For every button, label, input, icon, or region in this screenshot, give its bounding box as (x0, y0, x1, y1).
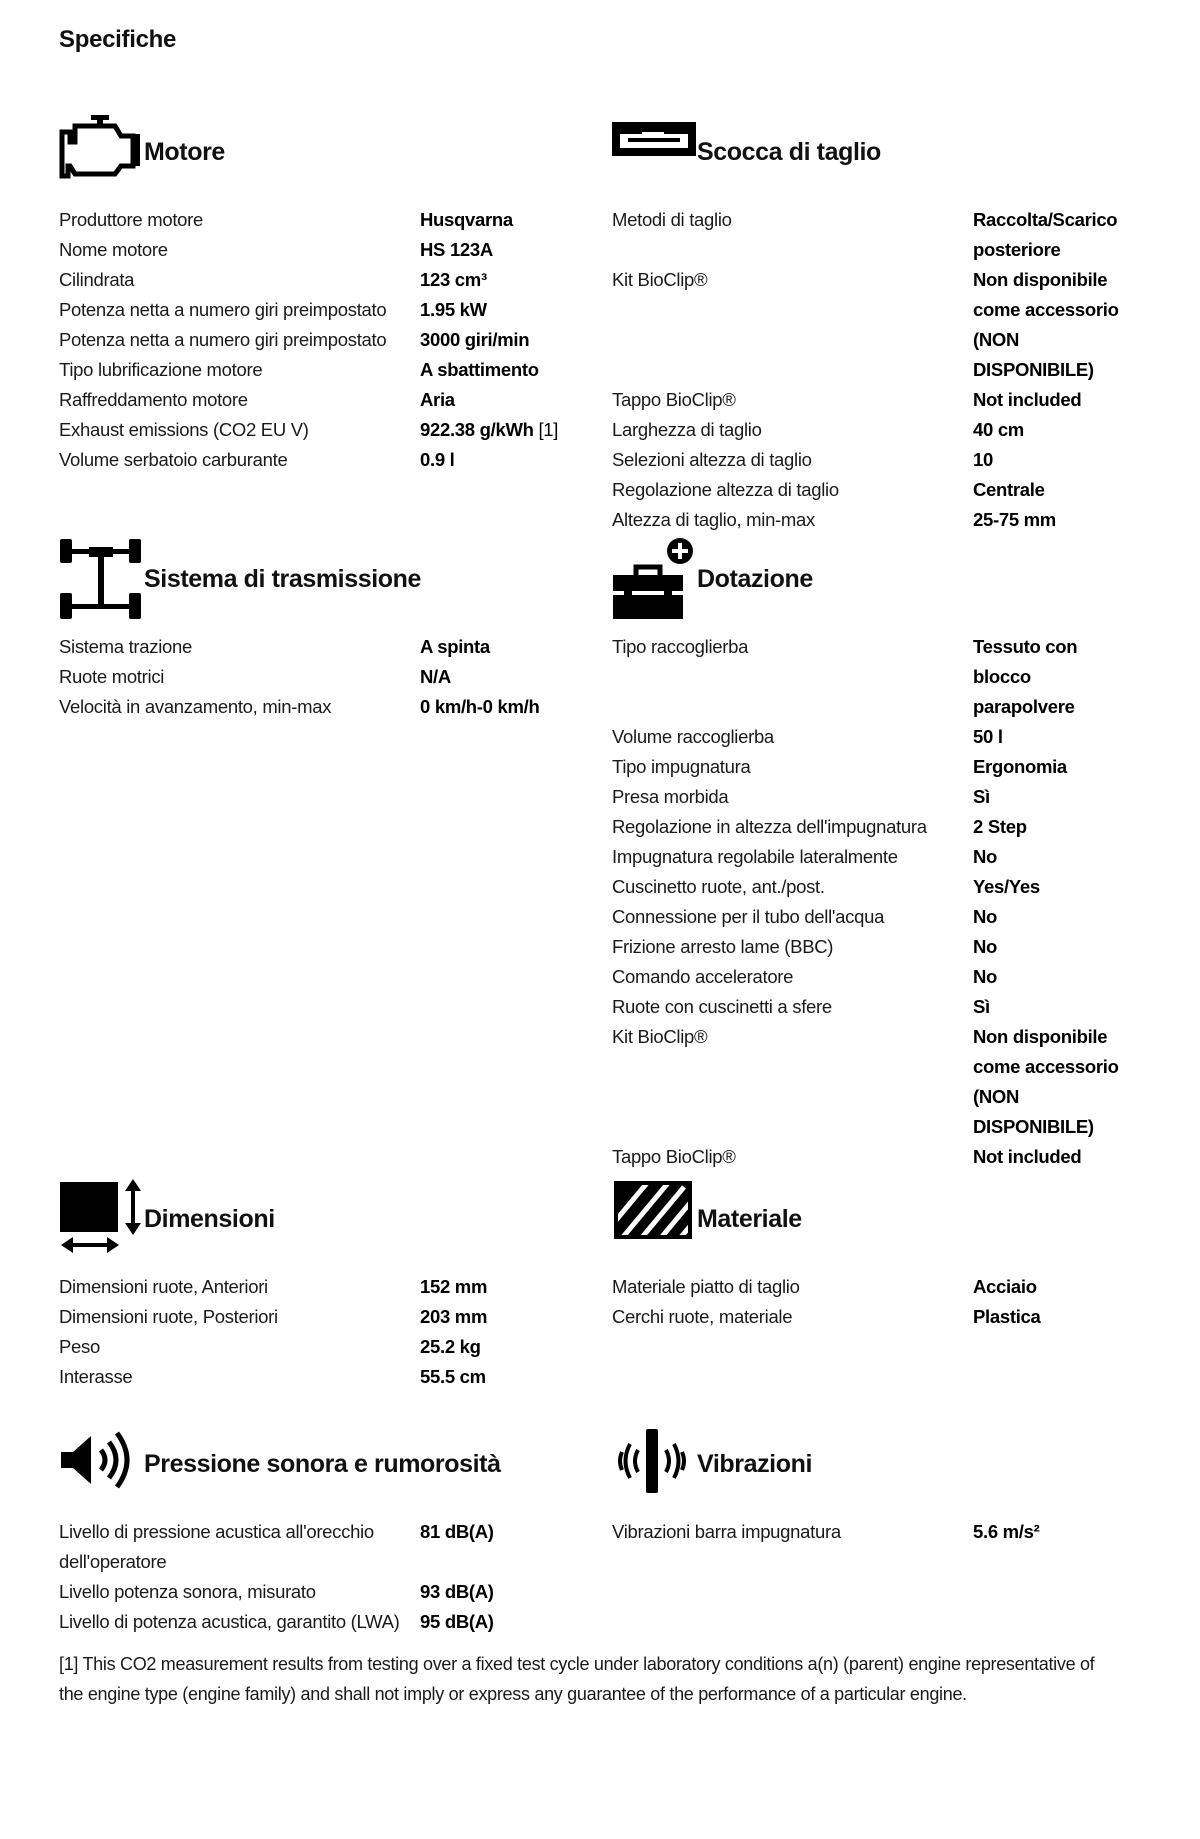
spec-row (612, 205, 1132, 265)
spec-value (420, 1517, 579, 1577)
spec-rows (612, 1517, 1132, 1547)
spec-value-text: Plastica (973, 1306, 1041, 1327)
spec-row (612, 265, 1132, 385)
spec-value-text: 25.2 kg (420, 1336, 481, 1357)
spec-value (420, 235, 579, 265)
spec-label: Metodi di taglio (612, 209, 732, 230)
spec-value-text: 1.95 kW (420, 299, 487, 320)
spec-label: Livello di potenza acustica, garantito (LWA) (59, 1611, 400, 1632)
footnote: [1] This CO2 measurement results from testing over a fixed test cycle under laboratory conditions a(n) (parent) engine representative of the engine type (engine family) and shall not imply or express any guarantee of the performance of a particular engine. (59, 1654, 1095, 1704)
spec-label: Connessione per il tubo dell'acqua (612, 906, 885, 927)
spec-value-text: 40 cm (973, 419, 1024, 440)
page-title: Specifiche (59, 26, 177, 53)
spec-value-text: 123 cm³ (420, 269, 487, 290)
spec-label: Larghezza di taglio (612, 419, 762, 440)
section-dotazione (612, 537, 1132, 1172)
spec-value (420, 265, 579, 295)
section-motore (59, 110, 579, 475)
spec-label: Sistema trazione (59, 636, 192, 657)
spec-value-text: 50 l (973, 726, 1003, 747)
spec-value-text: Non disponibile come accessorio (NON DISPONIBILE) (973, 269, 1119, 380)
spec-value-text: Yes/Yes (973, 876, 1040, 897)
spec-label: Nome motore (59, 239, 168, 260)
spec-value-text: N/A (420, 666, 451, 687)
spec-row (59, 385, 579, 415)
spec-label: Vibrazioni barra impugnatura (612, 1521, 841, 1542)
spec-row (59, 1332, 579, 1362)
spec-row (612, 752, 1132, 782)
spec-value (420, 1332, 579, 1362)
spec-value-text: 3000 giri/min (420, 329, 530, 350)
spec-value-text: 25-75 mm (973, 509, 1056, 530)
spec-label: Dimensioni ruote, Posteriori (59, 1306, 278, 1327)
spec-row (612, 505, 1132, 535)
spec-value-text: 152 mm (420, 1276, 488, 1297)
spec-label: Kit BioClip® (612, 1026, 708, 1047)
spec-value (973, 872, 1132, 902)
spec-label: Regolazione altezza di taglio (612, 479, 839, 500)
spec-row (59, 325, 579, 355)
spec-value (973, 992, 1132, 1022)
spec-row (612, 415, 1132, 445)
spec-label: Tipo raccoglierba (612, 636, 749, 657)
spec-label: Altezza di taglio, min-max (612, 509, 815, 530)
drivetrain-icon (59, 537, 143, 623)
spec-row (59, 662, 579, 692)
spec-label: Tipo impugnatura (612, 756, 751, 777)
spec-value (973, 505, 1132, 535)
section-title: Materiale (697, 1205, 802, 1233)
spec-value-text: A spinta (420, 636, 490, 657)
spec-value (420, 692, 579, 722)
spec-value (973, 632, 1132, 722)
spec-label: Ruote con cuscinetti a sfere (612, 996, 832, 1017)
spec-label: Impugnatura regolabile lateralmente (612, 846, 898, 867)
spec-label: Produttore motore (59, 209, 204, 230)
spec-value (420, 1272, 579, 1302)
spec-label: Selezioni altezza di taglio (612, 449, 812, 470)
spec-value (420, 1607, 579, 1637)
spec-value-text: 81 dB(A) (420, 1521, 494, 1542)
spec-value-text: 203 mm (420, 1306, 488, 1327)
spec-label: Tipo lubrificazione motore (59, 359, 263, 380)
spec-value (973, 415, 1132, 445)
spec-value-text: Husqvarna (420, 209, 513, 230)
section-scocca-di-taglio (612, 110, 1132, 535)
spec-row (612, 812, 1132, 842)
spec-row (59, 1302, 579, 1332)
spec-row (612, 872, 1132, 902)
spec-rows (59, 205, 579, 475)
spec-value (973, 752, 1132, 782)
spec-value-text: No (973, 846, 998, 867)
spec-value (973, 265, 1132, 385)
spec-rows (612, 632, 1132, 1172)
spec-row (612, 902, 1132, 932)
spec-row (612, 445, 1132, 475)
spec-value-text: Acciaio (973, 1276, 1037, 1297)
section-title: Scocca di taglio (697, 138, 881, 166)
spec-label: Tappo BioClip® (612, 1146, 736, 1167)
spec-label: Cerchi ruote, materiale (612, 1306, 793, 1327)
spec-label: Cuscinetto ruote, ant./post. (612, 876, 825, 897)
spec-value-text: Raccolta/Scarico posteriore (973, 209, 1118, 260)
spec-value-text: Ergonomia (973, 756, 1067, 777)
spec-label: Peso (59, 1336, 100, 1357)
spec-label: Frizione arresto lame (BBC) (612, 936, 834, 957)
section-title: Sistema di trasmissione (144, 565, 422, 593)
spec-value-text: Tessuto con blocco parapolvere (973, 636, 1078, 717)
spec-value-text: 55.5 cm (420, 1366, 486, 1387)
spec-row (612, 722, 1132, 752)
spec-value (973, 1022, 1132, 1142)
spec-label: Velocità in avanzamento, min-max (59, 696, 332, 717)
spec-label: Livello di pressione acustica all'orecchio dell'operatore (59, 1521, 374, 1572)
spec-row (59, 1517, 579, 1577)
spec-row (59, 355, 579, 385)
spec-row (612, 992, 1132, 1022)
cutting-deck-icon (612, 110, 696, 196)
spec-value-text: No (973, 936, 998, 957)
spec-value-text: 922.38 g/kWh (420, 419, 534, 440)
spec-row (59, 265, 579, 295)
section-title: Dimensioni (144, 1205, 275, 1233)
section-dimensioni (59, 1177, 579, 1392)
spec-value (973, 932, 1132, 962)
spec-row (59, 1577, 579, 1607)
spec-row (59, 1607, 579, 1637)
dimensions-icon (59, 1177, 143, 1263)
spec-value-text: 93 dB(A) (420, 1581, 494, 1602)
spec-row (612, 1517, 1132, 1547)
spec-value-text: 95 dB(A) (420, 1611, 494, 1632)
section-header (59, 110, 579, 196)
spec-row (612, 962, 1132, 992)
spec-value-text: No (973, 966, 998, 987)
spec-value (420, 1362, 579, 1392)
section-header (612, 1422, 1132, 1508)
spec-value (973, 842, 1132, 872)
spec-value (973, 205, 1132, 265)
spec-value-text: 0.9 l (420, 449, 455, 470)
spec-value (420, 662, 579, 692)
toolbox-plus-icon (612, 537, 696, 623)
spec-value (420, 415, 579, 445)
spec-row (612, 1142, 1132, 1172)
spec-value (420, 295, 579, 325)
spec-label: Materiale piatto di taglio (612, 1276, 800, 1297)
footnote-ref: [1] (533, 419, 559, 440)
spec-row (59, 235, 579, 265)
spec-row (59, 632, 579, 662)
spec-value (420, 385, 579, 415)
spec-value (973, 445, 1132, 475)
spec-value (420, 325, 579, 355)
spec-label: Volume serbatoio carburante (59, 449, 288, 470)
spec-value (420, 355, 579, 385)
spec-value-text: Aria (420, 389, 455, 410)
spec-value (973, 1272, 1132, 1302)
section-header (612, 110, 1132, 196)
engine-icon (59, 110, 143, 196)
spec-value (973, 722, 1132, 752)
spec-row (612, 385, 1132, 415)
spec-label: Potenza netta a numero giri preimpostato (59, 329, 387, 350)
spec-row (612, 475, 1132, 505)
spec-value (973, 782, 1132, 812)
spec-row (59, 1272, 579, 1302)
spec-label: Livello potenza sonora, misurato (59, 1581, 316, 1602)
section-header (612, 1177, 1132, 1263)
spec-value-text: Sì (973, 786, 990, 807)
section-pressione-sonora (59, 1422, 579, 1637)
section-title: Pressione sonora e rumorosità (144, 1450, 501, 1478)
spec-value (973, 475, 1132, 505)
spec-value-text: Non disponibile come accessorio (NON DISPONIBILE) (973, 1026, 1119, 1137)
spec-value-text: 2 Step (973, 816, 1027, 837)
spec-value-text: 5.6 m/s² (973, 1521, 1040, 1542)
spec-row (59, 415, 579, 445)
spec-row (59, 295, 579, 325)
spec-value (973, 385, 1132, 415)
spec-label: Dimensioni ruote, Anteriori (59, 1276, 268, 1297)
spec-row (612, 842, 1132, 872)
section-header (59, 1177, 579, 1263)
section-header (612, 537, 1132, 623)
spec-value (973, 962, 1132, 992)
material-icon (612, 1177, 696, 1263)
section-header (59, 1422, 579, 1508)
spec-value (973, 902, 1132, 932)
spec-row (612, 1302, 1132, 1332)
spec-label: Potenza netta a numero giri preimpostato (59, 299, 387, 320)
spec-value (973, 812, 1132, 842)
spec-value-text: Centrale (973, 479, 1045, 500)
spec-value (420, 1577, 579, 1607)
spec-rows (59, 1272, 579, 1392)
spec-row (59, 692, 579, 722)
spec-value-text: HS 123A (420, 239, 493, 260)
speaker-icon (59, 1422, 143, 1508)
spec-label: Regolazione in altezza dell'impugnatura (612, 816, 927, 837)
spec-value-text: A sbattimento (420, 359, 539, 380)
spec-value (420, 1302, 579, 1332)
spec-value (973, 1142, 1132, 1172)
section-header (59, 537, 579, 623)
spec-label: Cilindrata (59, 269, 135, 290)
spec-label: Raffreddamento motore (59, 389, 248, 410)
spec-value-text: 10 (973, 449, 993, 470)
spec-rows (59, 632, 579, 722)
spec-rows (612, 205, 1132, 535)
spec-value (420, 445, 579, 475)
section-vibrazioni (612, 1422, 1132, 1547)
spec-row (59, 445, 579, 475)
spec-rows (59, 1517, 579, 1637)
spec-row (612, 1272, 1132, 1302)
spec-label: Exhaust emissions (CO2 EU V) (59, 419, 309, 440)
spec-value (973, 1517, 1132, 1547)
spec-rows (612, 1272, 1132, 1332)
spec-value (973, 1302, 1132, 1332)
spec-value-text: No (973, 906, 998, 927)
spec-row (612, 1022, 1132, 1142)
spec-row (59, 205, 579, 235)
spec-row (612, 932, 1132, 962)
spec-label: Volume raccoglierba (612, 726, 774, 747)
section-materiale (612, 1177, 1132, 1332)
spec-label: Comando acceleratore (612, 966, 794, 987)
spec-value-text: Not included (973, 389, 1082, 410)
spec-value (420, 632, 579, 662)
spec-label: Interasse (59, 1366, 133, 1387)
spec-label: Tappo BioClip® (612, 389, 736, 410)
spec-label: Ruote motrici (59, 666, 165, 687)
vibration-icon (612, 1422, 696, 1508)
section-title: Vibrazioni (697, 1450, 813, 1478)
spec-label: Kit BioClip® (612, 269, 708, 290)
spec-row (612, 782, 1132, 812)
section-title: Dotazione (697, 565, 813, 593)
section-title: Motore (144, 138, 225, 166)
spec-value-text: Sì (973, 996, 990, 1017)
spec-value-text: 0 km/h-0 km/h (420, 696, 540, 717)
spec-value-text: Not included (973, 1146, 1082, 1167)
spec-label: Presa morbida (612, 786, 729, 807)
spec-row (612, 632, 1132, 722)
spec-value (420, 205, 579, 235)
section-sistema-di-trasmissione (59, 537, 579, 722)
spec-row (59, 1362, 579, 1392)
